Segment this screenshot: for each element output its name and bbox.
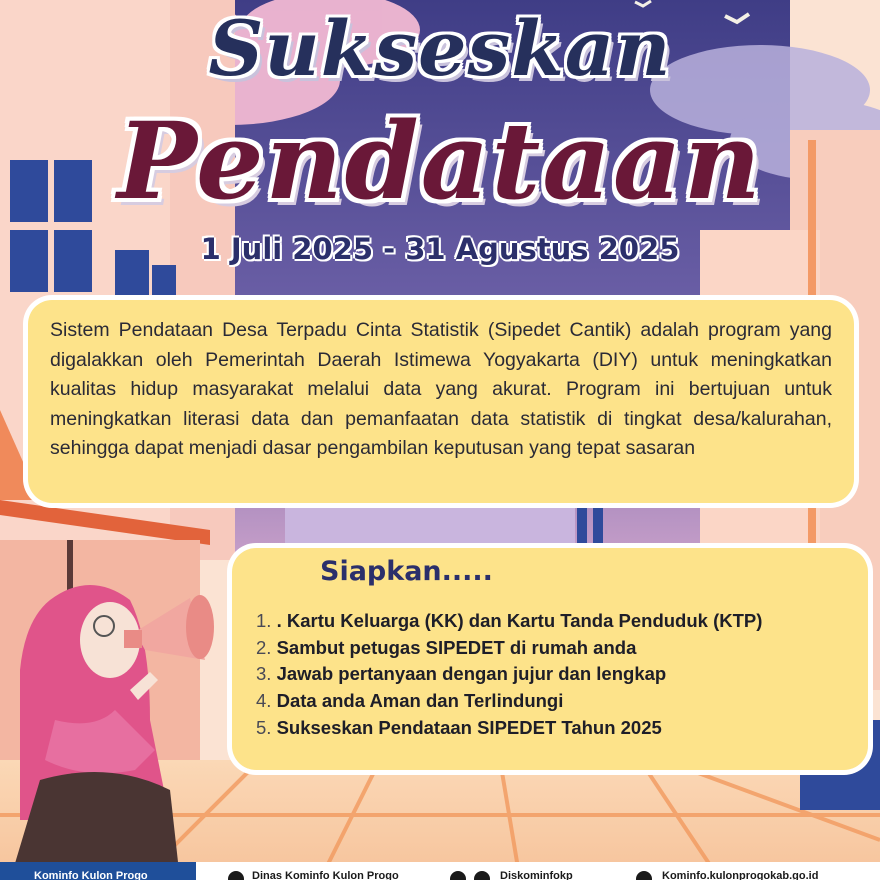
list-number: 1.: [256, 610, 272, 631]
twitter-icon[interactable]: [474, 871, 490, 880]
list-item: [256, 688, 762, 715]
list-item: [256, 715, 762, 742]
facebook-icon[interactable]: [228, 871, 244, 880]
title-pendataan: Pendataan: [117, 98, 763, 223]
info-box: [28, 300, 854, 503]
list-text: Sukseskan Pendataan SIPEDET Tahun 2025: [276, 716, 662, 738]
list-item: [256, 608, 762, 635]
list-text: . Kartu Keluarga (KK) dan Kartu Tanda Penduduk (KTP): [276, 610, 763, 631]
list-number: 3.: [256, 663, 272, 685]
prepare-heading: Siapkan.....: [320, 556, 493, 587]
list-number: 2.: [256, 636, 272, 658]
instagram-icon[interactable]: [450, 871, 466, 880]
date-range: 1 Juli 2025 - 31 Agustus 2025: [200, 232, 680, 266]
list-number: 5.: [256, 716, 272, 738]
globe-icon[interactable]: [636, 871, 652, 880]
footer-facebook-link[interactable]: Dinas Kominfo Kulon Progo: [252, 870, 399, 880]
footer-brand: Kominfo Kulon Progo: [34, 870, 148, 880]
list-item: [256, 635, 762, 662]
list-number: 4.: [256, 690, 272, 712]
footer-website-link[interactable]: Kominfo.kulonprogokab.go.id: [662, 870, 819, 880]
list-text: Sambut petugas SIPEDET di rumah anda: [276, 636, 637, 658]
list-text: Data anda Aman dan Terlindungi: [276, 690, 564, 712]
footer-brand-block: [0, 862, 196, 880]
list-item: [256, 661, 762, 688]
list-text: Jawab pertanyaan dengan jujur dan lengkap: [276, 663, 667, 685]
prepare-list: [256, 608, 762, 742]
prepare-box: [232, 548, 868, 770]
info-text: Sistem Pendataan Desa Terpadu Cinta Statistik (Sipedet Cantik) adalah program yang digalakkan oleh Pemerintah Daerah Istimewa Yogyakarta (DIY) untuk meningkatkan kualitas hidup masyarakat melalui data yang akurat. Program ini bertujuan untuk meningkatkan literasi data dan pemanfaatan data statistik di tingkat desa/kalurahan, sehingga dapat menjadi dasar pengambilan keputusan yang tepat sasaran: [50, 319, 832, 459]
title-sukseskan: Sukseskan: [208, 4, 672, 93]
footer-social-link[interactable]: Diskominfokp: [500, 870, 573, 880]
